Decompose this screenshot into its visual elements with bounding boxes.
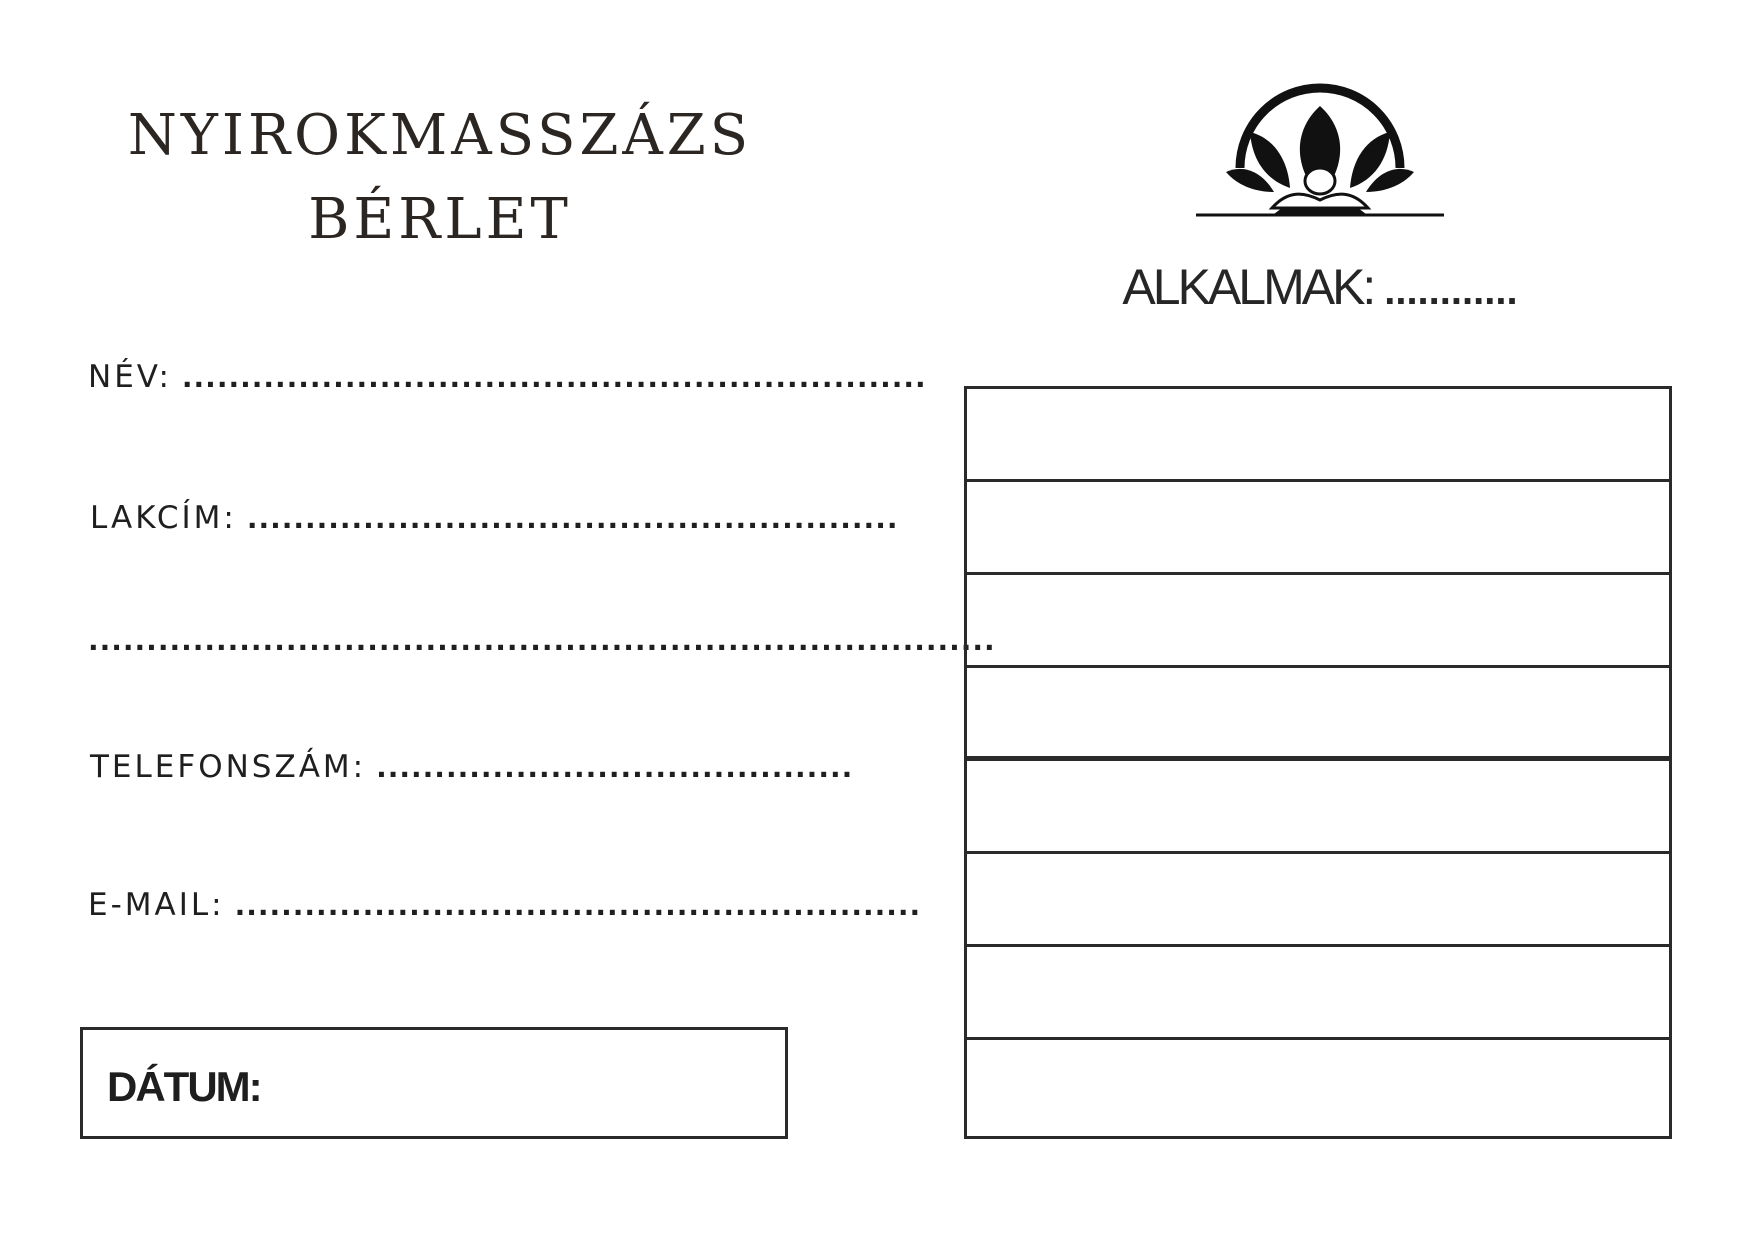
session-row[interactable] [967,482,1669,575]
phone-field[interactable] [90,749,854,785]
phone-dots: ......................................... [376,751,854,784]
address-line-2-dots: .............................................................................. [88,624,996,657]
session-row[interactable] [967,389,1669,482]
session-row[interactable] [967,854,1669,947]
session-row[interactable] [967,668,1669,761]
address-line-2-field[interactable] [88,625,996,656]
date-label: DÁTUM: [107,1063,261,1110]
email-field[interactable] [88,887,922,923]
session-row[interactable] [967,575,1669,668]
name-dots: ................................................................ [181,361,927,394]
session-row[interactable] [967,761,1669,854]
date-box[interactable] [80,1027,788,1139]
title-line-2: BÉRLET [308,187,572,252]
email-dots: ........................................................... [234,889,922,922]
address-field[interactable] [90,500,899,536]
sessions-count[interactable] [1100,259,1540,315]
address-label: LAKCÍM: [90,500,237,536]
email-label: E-MAIL: [88,887,225,923]
sessions-table [964,386,1672,1139]
title-line-1: NYIROKMASSZÁZS [127,103,753,168]
session-row[interactable] [967,1040,1669,1136]
sessions-count-label: ALKALMAK: [1122,259,1374,315]
name-label: NÉV: [88,359,172,395]
sessions-count-dots: ............ [1384,269,1518,313]
lotus-massage-icon [1196,80,1444,220]
name-field[interactable] [88,359,927,395]
address-dots: ........................................................ [246,502,899,535]
phone-label: TELEFONSZÁM: [90,749,367,785]
session-row[interactable] [967,947,1669,1040]
